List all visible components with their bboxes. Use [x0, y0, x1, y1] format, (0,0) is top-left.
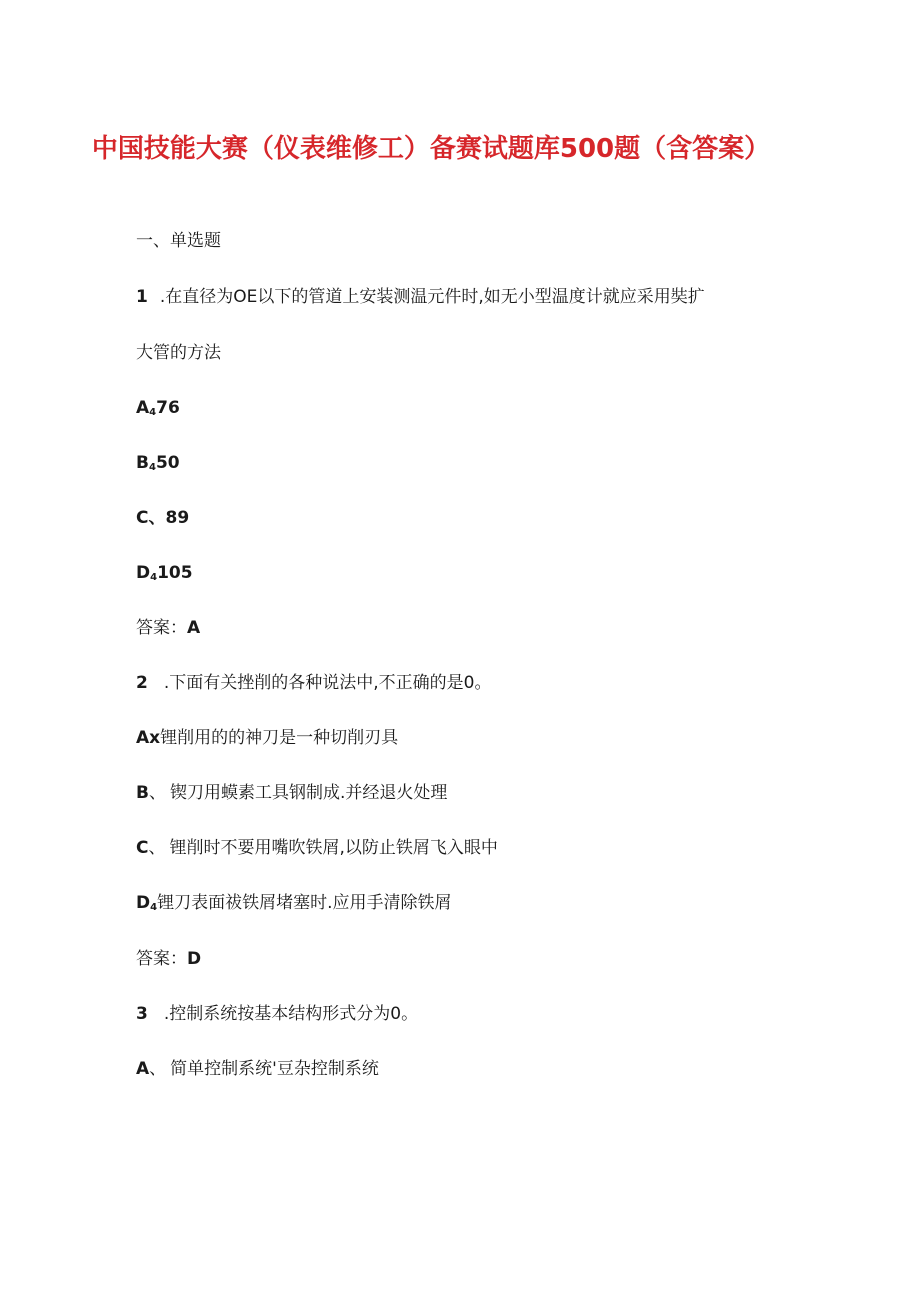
- option-a: [136, 1058, 379, 1080]
- answer-value: A: [187, 618, 201, 638]
- question-number: 1: [136, 287, 148, 307]
- option-separator: 、: [148, 783, 166, 803]
- option-separator: 4: [149, 407, 157, 418]
- option-text: 锲刀用蟆素工具钢制成.并经退火处理: [169, 783, 448, 803]
- option-c: [136, 837, 498, 859]
- question-2-stem: [136, 672, 491, 694]
- option-text: 105: [157, 563, 193, 583]
- question-1-stem: [136, 286, 705, 308]
- option-separator: 、: [149, 1059, 167, 1079]
- answer-label: 答案：: [136, 618, 187, 638]
- option-letter: C: [136, 838, 149, 858]
- option-d: [136, 562, 193, 589]
- option-text: 锂刀表面祓铁屑堵塞时.应用手清除铁屑: [157, 893, 452, 913]
- answer-value: D: [187, 949, 202, 969]
- question-text: .下面有关挫削的各种说法中,不正确的是0。: [163, 673, 492, 693]
- option-b: [136, 452, 180, 479]
- question-text: .在直径为OE以下的管道上安装测温元件时,如无小型温度计就应采用奘扩: [159, 287, 705, 307]
- option-c: [136, 507, 189, 529]
- option-letter: D: [136, 563, 151, 583]
- option-letter: A: [136, 1059, 150, 1079]
- option-separator: 4: [150, 902, 158, 913]
- option-letter: A: [136, 728, 150, 748]
- option-text: 76: [156, 398, 180, 418]
- question-text: .控制系统按基本结构形式分为0。: [163, 1004, 419, 1024]
- option-text: 锂削时不要用嘴吹铁屑,以防止铁屑飞入眼中: [169, 838, 498, 858]
- option-b: [136, 782, 447, 804]
- document-title: 中国技能大赛（仪表维修工）备赛试题库500题（含答案）: [91, 134, 771, 164]
- question-number: 3: [136, 1004, 148, 1024]
- section-heading: 一、单选题: [136, 231, 221, 251]
- option-separator: 4: [148, 462, 156, 473]
- question-1-stem-continued: 大管的方法: [136, 343, 221, 363]
- option-separator: x: [149, 728, 161, 748]
- option-letter: D: [136, 893, 151, 913]
- option-a: [136, 397, 180, 424]
- option-separator: 4: [150, 572, 158, 583]
- option-text: 50: [155, 453, 180, 473]
- option-separator: 、: [148, 508, 166, 528]
- answer-line: [136, 617, 200, 639]
- option-d: [136, 892, 452, 919]
- option-letter: A: [136, 398, 150, 418]
- option-a: [136, 727, 398, 749]
- option-letter: B: [136, 783, 149, 803]
- option-text: 89: [165, 508, 190, 528]
- question-3-stem: [136, 1003, 418, 1025]
- option-text: 简单控制系统'豆杂控制系统: [170, 1059, 379, 1079]
- option-letter: B: [136, 453, 149, 473]
- answer-line: [136, 948, 201, 970]
- question-number: 2: [136, 673, 148, 693]
- option-letter: C: [136, 508, 149, 528]
- option-text: 锂削用的的神刀是一种切削刃具: [160, 728, 399, 748]
- option-separator: 、: [148, 838, 166, 858]
- answer-label: 答案：: [136, 949, 187, 969]
